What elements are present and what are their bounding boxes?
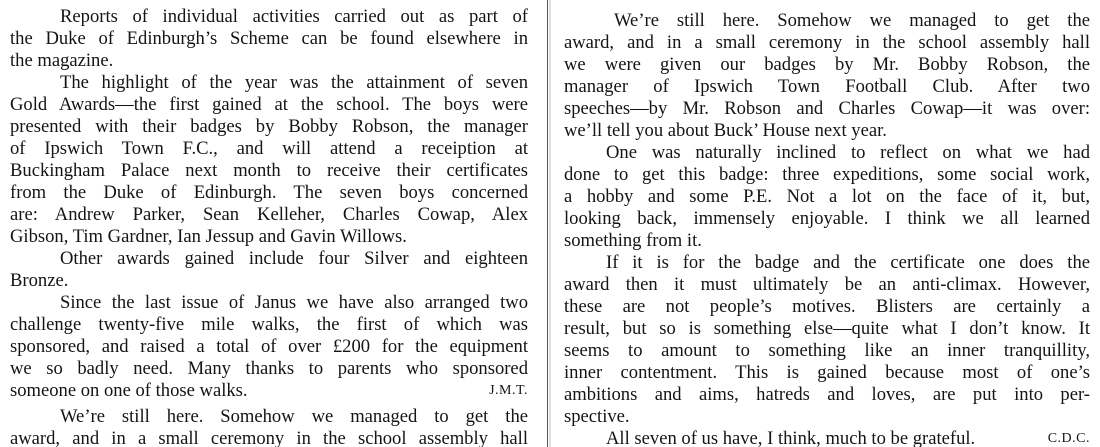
text-line-text: someone on one of those walks.	[10, 380, 248, 401]
text-line: ambitions and aims, hatreds and loves, are put into per-	[564, 384, 1090, 405]
text-line: presented with their badges by Bobby Robson, the manager	[10, 116, 528, 137]
text-line: Since the last issue of Janus we have also arranged two	[60, 292, 528, 313]
left-column	[10, 0, 528, 447]
text-line: We’re still here. Somehow we managed to get the	[614, 10, 1090, 31]
text-line: are: Andrew Parker, Sean Kelleher, Charles Cowap, Alex	[10, 204, 528, 225]
text-line: Reports of individual activities carried out as part of	[60, 6, 528, 27]
signature-cdc: C.D.C.	[1047, 431, 1090, 446]
text-line: something from it.	[564, 230, 702, 251]
text-line: manager of Ipswich Town Football Club. After two	[564, 76, 1090, 97]
column-divider	[547, 0, 548, 447]
text-line-with-signature	[564, 428, 1090, 447]
text-line: Other awards gained include four Silver and eighteen	[60, 248, 528, 269]
text-line: seems to amount to something like an inner tranquillity,	[564, 340, 1090, 361]
text-line: the Duke of Edinburgh’s Scheme can be found elsewhere in	[10, 28, 528, 49]
text-line: award, and in a small ceremony in the school assembly hall	[564, 32, 1090, 53]
text-line: Gibson, Tim Gardner, Ian Jessup and Gavin Willows.	[10, 226, 407, 247]
text-line: speeches—by Mr. Robson and Charles Cowap—it was over:	[564, 98, 1090, 119]
text-line: these are not people’s motives. Blisters are certainly a	[564, 296, 1090, 317]
text-line: sponsored, and raised a total of over £200 for the equipment	[10, 336, 528, 357]
text-line: Bronze.	[10, 270, 69, 291]
text-line: we were given our badges by Mr. Bobby Robson, the	[564, 54, 1090, 75]
text-line: a hobby and some P.E. Not a lot on the face of it, but,	[564, 186, 1090, 207]
text-line: done to get this badge: three expeditions, some social work,	[564, 164, 1090, 185]
text-line: If it is for the badge and the certificate one does the	[606, 252, 1090, 273]
text-line: challenge twenty-five mile walks, the first of which was	[10, 314, 528, 335]
text-line-text: All seven of us have, I think, much to be grateful.	[606, 428, 976, 447]
text-line: looking back, immensely enjoyable. I think we all learned	[564, 208, 1090, 229]
text-line: We’re still here. Somehow we managed to get the	[60, 406, 528, 427]
text-line: award, and in a small ceremony in the school assembly hall	[10, 428, 528, 447]
text-line-with-signature	[10, 380, 528, 402]
text-line: Gold Awards—the first gained at the school. The boys were	[10, 94, 528, 115]
text-line: inner contentment. This is gained because most of one’s	[564, 362, 1090, 383]
text-line: we’ll tell you about Buck’ House next year.	[564, 120, 887, 141]
text-line: from the Duke of Edinburgh. The seven boys concerned	[10, 182, 528, 203]
column-divider-shadow	[549, 0, 551, 447]
text-line: we so badly need. Many thanks to parents who sponsored	[10, 358, 528, 379]
text-line: One was naturally inclined to reflect on what we had	[606, 142, 1090, 163]
text-line: spective.	[564, 406, 630, 427]
text-line: the magazine.	[10, 50, 114, 71]
signature-jmt: J.M.T.	[489, 383, 528, 398]
right-column	[564, 0, 1090, 447]
text-line: of Ipswich Town F.C., and will attend a receiption at	[10, 138, 528, 159]
text-line: The highlight of the year was the attainment of seven	[60, 72, 528, 93]
text-line: award then it must ultimately be an anti-climax. However,	[564, 274, 1090, 295]
text-line: Buckingham Palace next month to receive their certificates	[10, 160, 528, 181]
text-line: result, but so is something else—quite what I don’t know. It	[564, 318, 1090, 339]
